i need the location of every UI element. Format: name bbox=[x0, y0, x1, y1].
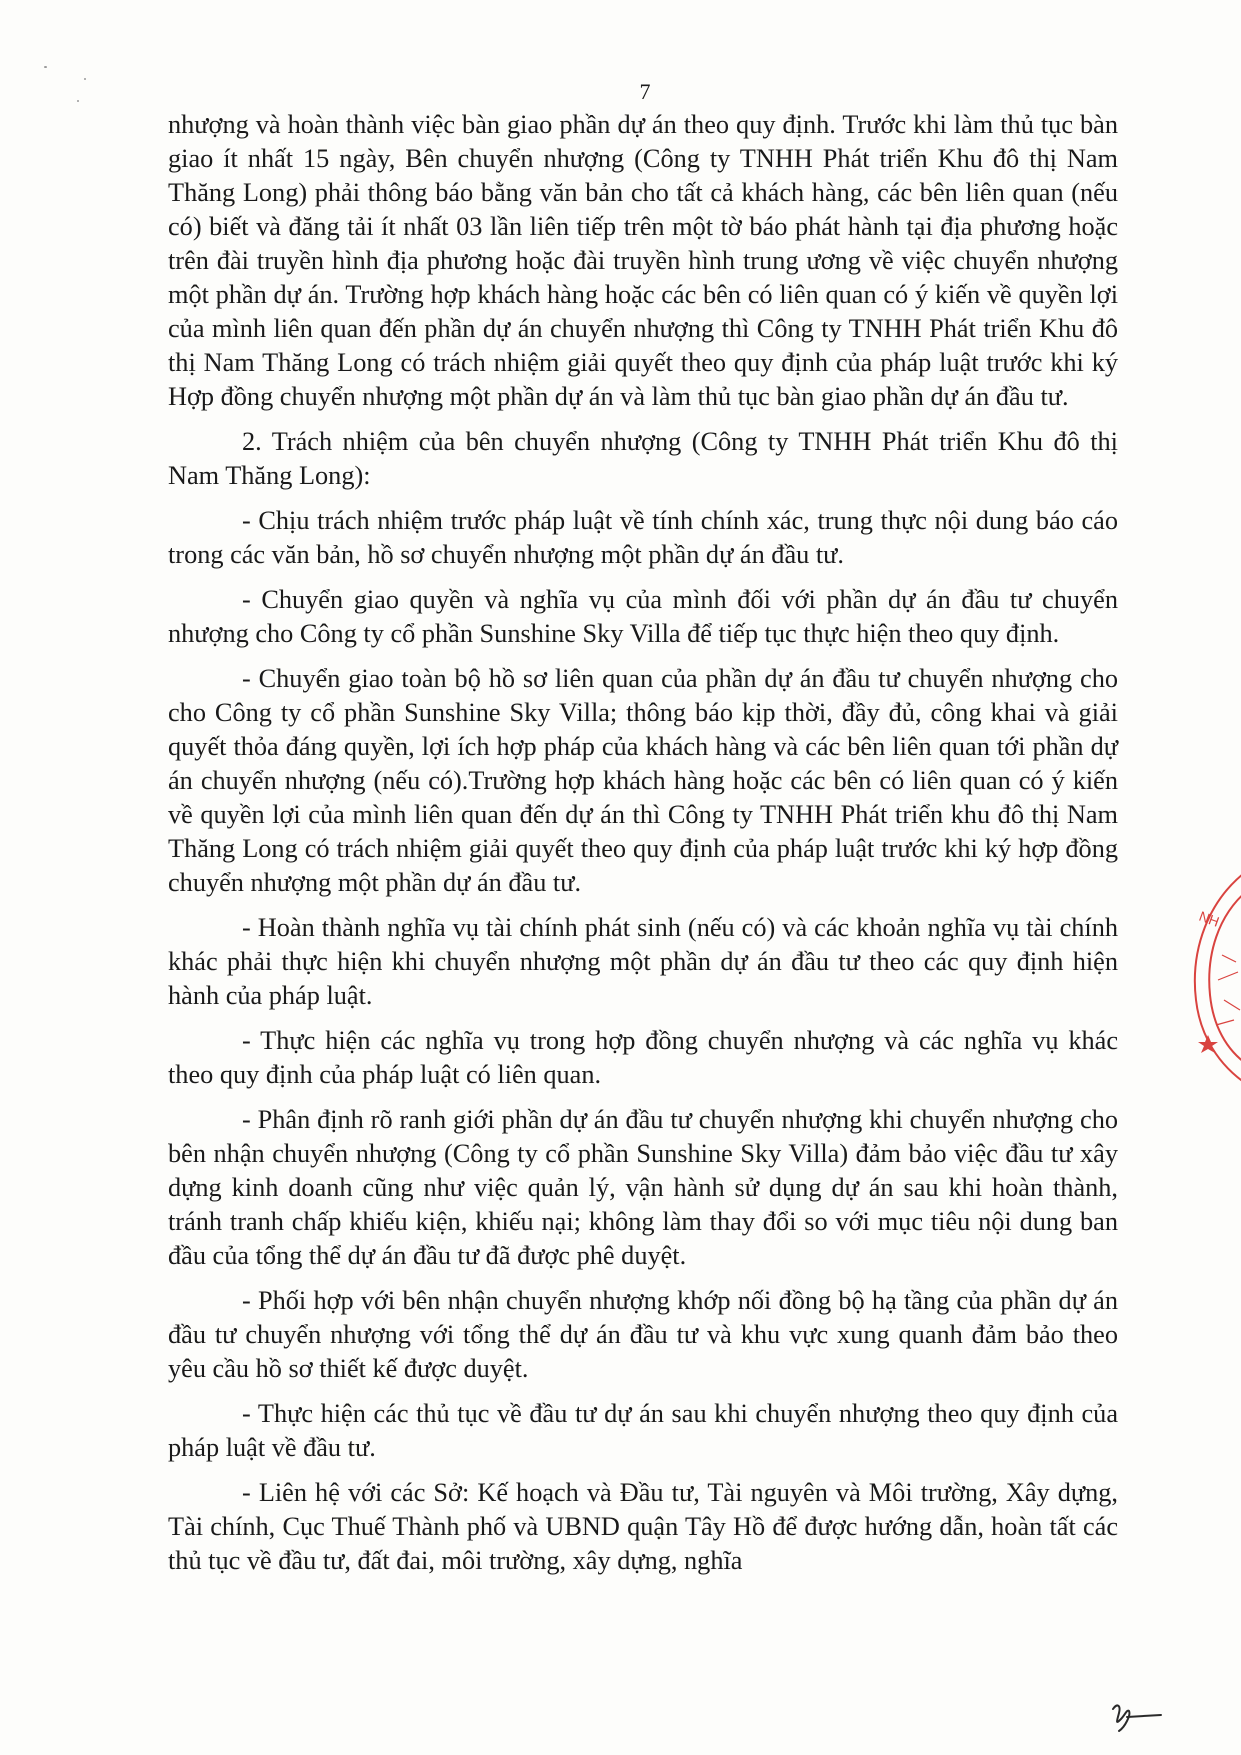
paragraph-continuation: nhượng và hoàn thành việc bàn giao phần dự án theo quy định. Trước khi làm thủ tục bàn giao ít nhất 15 ngày, Bên chuyển nhượng (Công ty TNHH Phát triển Khu đô thị Nam Thăng Long) phải thông báo bằng văn bản cho tất cả khách hàng, các bên liên quan (nếu có) biết và đăng tải ít nhất 03 lần liên tiếp trên một tờ báo phát hành tại địa phương hoặc trên đài truyền hình địa phương hoặc đài truyền hình trung ương về việc chuyển nhượng một phần dự án. Trường hợp khách hàng hoặc các bên có liên quan có ý kiến về quyền lợi của mình liên quan đến phần dự án chuyển nhượng thì Công ty TNHH Phát triển Khu đô thị Nam Thăng Long có trách nhiệm giải quyết theo quy định của pháp luật trước khi ký Hợp đồng chuyển nhượng một phần dự án và làm thủ tục bàn giao phần dự án đầu tư. bbox=[168, 110, 1118, 411]
page-number: 7 bbox=[639, 79, 651, 104]
list-item: - Chuyển giao toàn bộ hồ sơ liên quan của phần dự án đầu tư chuyển nhượng cho cho Công ty cổ phần Sunshine Sky Villa; thông báo kịp thời, đầy đủ, công khai và giải quyết thỏa đáng quyền, lợi ích hợp pháp của khách hàng và các bên liên quan tới phần dự án chuyển nhượng (nếu có).Trường hợp khách hàng hoặc các bên có liên quan có ý kiến về quyền lợi của mình liên quan đến dự án thì Công ty TNHH Phát triển khu đô thị Nam Thăng Long có trách nhiệm giải quyết theo quy định của pháp luật trước khi ký hợp đồng chuyển nhượng một phần dự án đầu tư. bbox=[168, 664, 1118, 897]
list-item: - Phân định rõ ranh giới phần dự án đầu tư chuyển nhượng khi chuyển nhượng cho bên nhận chuyển nhượng (Công ty cổ phần Sunshine Sky Villa) đảm bảo việc đầu tư xây dựng kinh doanh cũng như việc quản lý, vận hành sử dụng dự án sau khi hoàn thành, tránh tranh chấp khiếu kiện, khiếu nại; không làm thay đổi so với mục tiêu nội dung ban đầu của tổng thể dự án đầu tư đã được phê duyệt. bbox=[168, 1105, 1118, 1270]
section-heading-2: 2. Trách nhiệm của bên chuyển nhượng (Công ty TNHH Phát triển Khu đô thị Nam Thăng Long): bbox=[168, 427, 1118, 490]
list-item: - Hoàn thành nghĩa vụ tài chính phát sinh (nếu có) và các khoản nghĩa vụ tài chính khác phải thực hiện khi chuyển nhượng một phần dự án đầu tư theo các quy định hiện hành của pháp luật. bbox=[168, 913, 1118, 1010]
stamp-fragment-icon bbox=[1188, 860, 1241, 1090]
scan-speck bbox=[44, 66, 47, 68]
handwritten-initial-icon bbox=[1105, 1695, 1165, 1735]
list-item: - Thực hiện các thủ tục về đầu tư dự án sau khi chuyển nhượng theo quy định của pháp luật về đầu tư. bbox=[168, 1399, 1118, 1462]
document-body bbox=[168, 108, 1118, 1589]
list-item: - Chịu trách nhiệm trước pháp luật về tính chính xác, trung thực nội dung báo cáo trong các văn bản, hồ sơ chuyển nhượng một phần dự án đầu tư. bbox=[168, 506, 1118, 569]
list-item: - Chuyển giao quyền và nghĩa vụ của mình đối với phần dự án đầu tư chuyển nhượng cho Công ty cổ phần Sunshine Sky Villa để tiếp tục thực hiện theo quy định. bbox=[168, 585, 1118, 648]
list-item: - Liên hệ với các Sở: Kế hoạch và Đầu tư, Tài nguyên và Môi trường, Xây dựng, Tài chính, Cục Thuế Thành phố và UBND quận Tây Hồ để được hướng dẫn, hoàn tất các thủ tục về đầu tư, đất đai, môi trường, xây dựng, nghĩa bbox=[168, 1478, 1118, 1575]
list-item: - Phối hợp với bên nhận chuyển nhượng khớp nối đồng bộ hạ tầng của phần dự án đầu tư chuyển nhượng với tổng thể dự án đầu tư và khu vực xung quanh đảm bảo theo yêu cầu hồ sơ thiết kế được duyệt. bbox=[168, 1286, 1118, 1383]
svg-text:NH: NH bbox=[1196, 907, 1222, 930]
list-item: - Thực hiện các nghĩa vụ trong hợp đồng chuyển nhượng và các nghĩa vụ khác theo quy định của pháp luật có liên quan. bbox=[168, 1026, 1118, 1089]
